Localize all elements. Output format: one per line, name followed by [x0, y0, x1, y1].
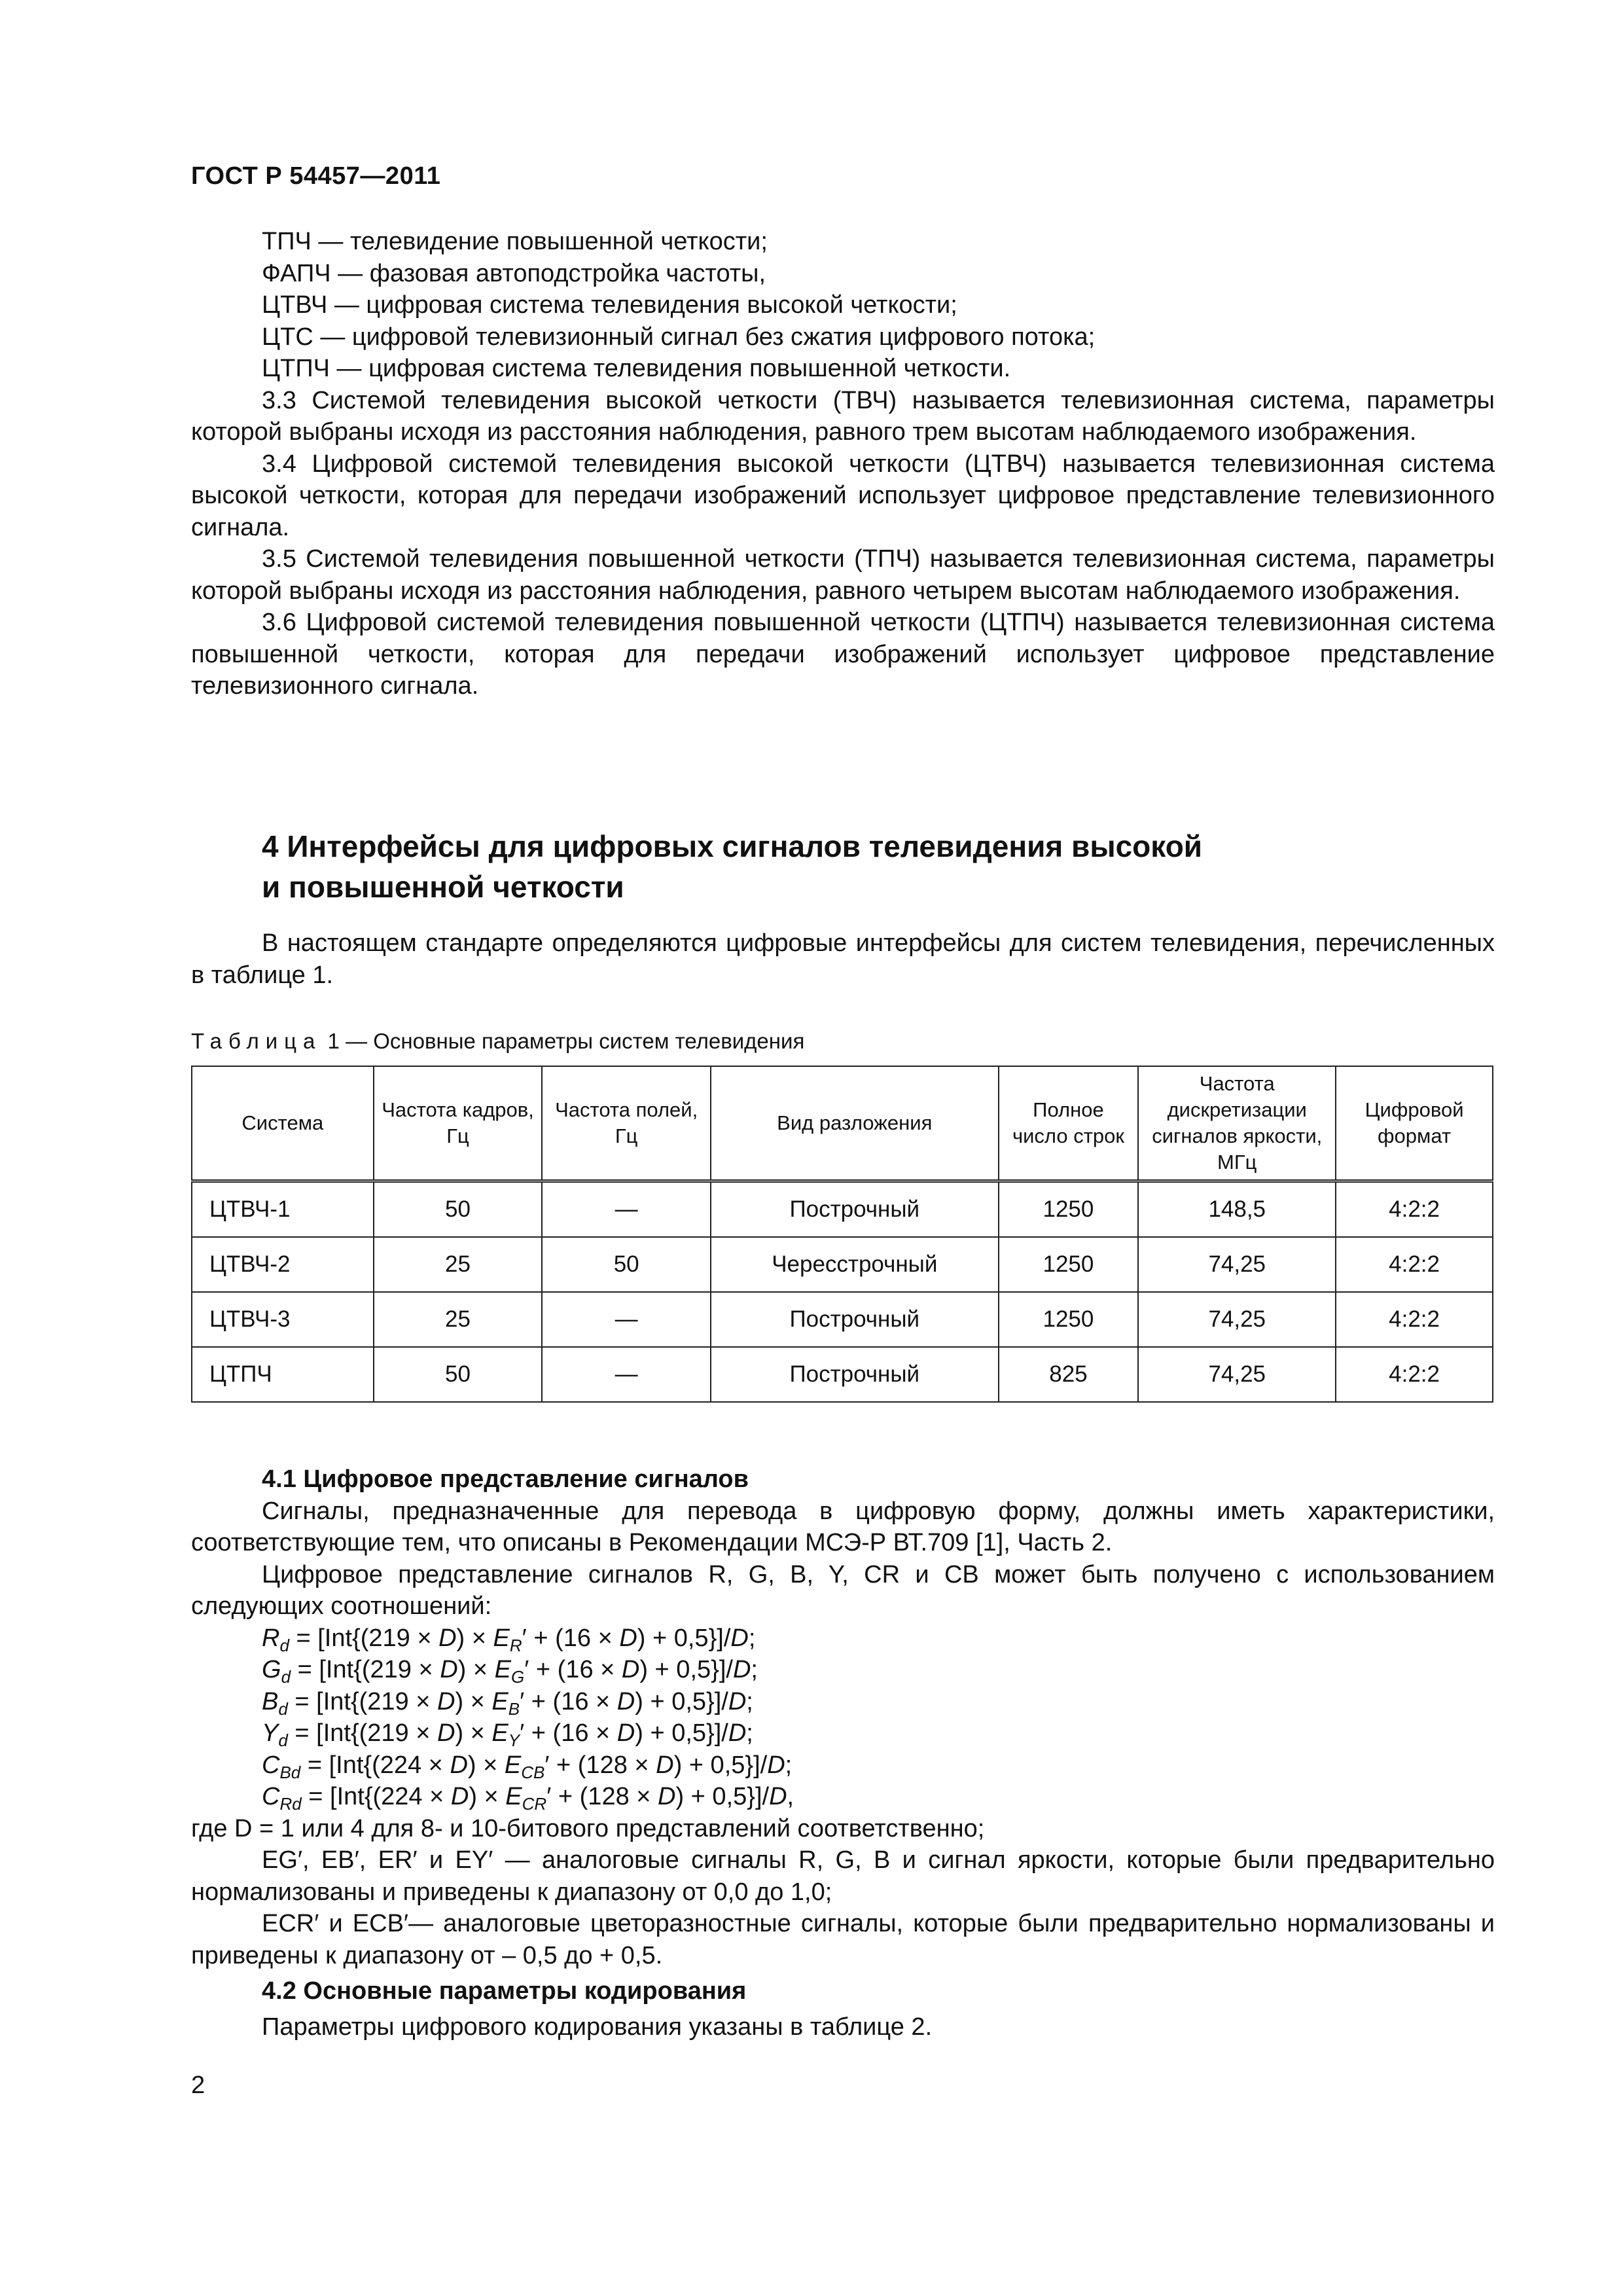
header-digital-format: Цифровой формат: [1336, 1066, 1493, 1181]
cell-field-rate: —: [542, 1292, 711, 1347]
cell-total-lines: 1250: [999, 1237, 1139, 1292]
header-sampling-rate: Частота дискретизации сигналов яркости, МГц: [1138, 1066, 1336, 1181]
cell-system: ЦТПЧ: [192, 1347, 374, 1402]
table-row: [192, 1347, 1493, 1402]
cell-scan-type: Построчный: [711, 1181, 999, 1238]
document-header: ГОСТ Р 54457—2011: [191, 162, 441, 190]
definition-3-4: 3.4 Цифровой системой телевидения высокой четкости (ЦТВЧ) называется телевизионная система высокой четкости, которая для передачи изображений использует цифровое представление телевизионного сигнала.: [191, 450, 1495, 541]
abbreviation-item: ФАПЧ — фазовая автоподстройка частоты,: [262, 259, 766, 287]
section-4-title-line1: 4 Интерфейсы для цифровых сигналов телевидения высокой: [262, 829, 1203, 863]
cell-system: ЦТВЧ-1: [192, 1181, 374, 1238]
section-4-1-heading: 4.1 Цифровое представление сигналов: [262, 1465, 749, 1493]
header-scan-type: Вид разложения: [711, 1066, 999, 1181]
table-row: [192, 1292, 1493, 1347]
cell-field-rate: —: [542, 1181, 711, 1238]
formula-gd: $G_d = [Int\{(219 \times D) \times E_G' + (16 \times D) + 0,5\}]/D$;: [262, 1656, 758, 1687]
table-caption-text: 1 — Основные параметры систем телевидения: [321, 1029, 805, 1053]
section-4-1-p2: Цифровое представление сигналов R, G, B, Y, CR и CB может быть получено с использованием следующих соотношений:: [191, 1560, 1495, 1620]
formula-where-d: где D = 1 или 4 для 8- и 10-битового представлений соответственно;: [191, 1814, 985, 1842]
section-4-1-block: [191, 1463, 1495, 2043]
cell-total-lines: 1250: [999, 1292, 1139, 1347]
header-total-lines: Полное число строк: [999, 1066, 1139, 1181]
cell-scan-type: Построчный: [711, 1347, 999, 1402]
cell-system: ЦТВЧ-2: [192, 1237, 374, 1292]
abbreviations-list: [191, 226, 1495, 702]
abbreviation-item: ТПЧ — телевидение повышенной четкости;: [262, 228, 768, 255]
section-4-intro-block: [191, 927, 1495, 991]
formula-crd: $C_{Rd} = [Int\{(224 \times D) \times E_{CR}' + (128 \times D) + 0,5\}]/D$,: [262, 1783, 794, 1814]
cell-total-lines: 1250: [999, 1181, 1139, 1238]
section-4-2-heading: 4.2 Основные параметры кодирования: [262, 1977, 747, 2005]
cell-frame-rate: 50: [374, 1347, 543, 1402]
header-system: Система: [192, 1066, 374, 1181]
cell-total-lines: 825: [999, 1347, 1139, 1402]
table-1: [191, 1066, 1493, 1403]
section-4-2-text: Параметры цифрового кодирования указаны в таблице 2.: [262, 2013, 933, 2041]
table-1-caption: [191, 1029, 804, 1054]
cell-frame-rate: 25: [374, 1292, 543, 1347]
definition-3-6: 3.6 Цифровой системой телевидения повышенной четкости (ЦТПЧ) называется телевизионная система повышенной четкости, которая для передачи изображений использует цифровое представление телевизионного сигнала.: [191, 609, 1495, 700]
eg-description: EG′, EB′, ER′ и EY′ — аналоговые сигналы R, G, B и сигнал яркости, которые были предварительно нормализованы и приведены к диапазону от 0,0 до 1,0;: [191, 1846, 1495, 1906]
cell-field-rate: 50: [542, 1237, 711, 1292]
header-frame-rate: Частота кадров, Гц: [374, 1066, 543, 1181]
cell-sampling-rate: 74,25: [1138, 1347, 1336, 1402]
cell-scan-type: Чересстрочный: [711, 1237, 999, 1292]
cell-digital-format: 4:2:2: [1336, 1292, 1493, 1347]
abbreviation-item: ЦТС — цифровой телевизионный сигнал без сжатия цифрового потока;: [262, 323, 1096, 351]
cell-frame-rate: 25: [374, 1237, 543, 1292]
table-header-row: [192, 1066, 1493, 1181]
table-caption-word: Таблица: [191, 1029, 322, 1053]
ecr-description: ECR′ и ECB′— аналоговые цветоразностные сигналы, которые были предварительно нормализованы и приведены к диапазону от – 0,5 до + 0,5.: [191, 1910, 1495, 1969]
cell-sampling-rate: 74,25: [1138, 1237, 1336, 1292]
cell-digital-format: 4:2:2: [1336, 1181, 1493, 1238]
formula-rd: $R_d = [Int\{(219 \times D) \times E_R' + (16 \times D) + 0,5\}]/D$;: [262, 1624, 756, 1655]
cell-scan-type: Построчный: [711, 1292, 999, 1347]
section-4-intro: В настоящем стандарте определяются цифровые интерфейсы для систем телевидения, перечисленных в таблице 1.: [191, 929, 1495, 989]
cell-digital-format: 4:2:2: [1336, 1347, 1493, 1402]
formula-cbd: $C_{Bd} = [Int\{(224 \times D) \times E_{CB}' + (128 \times D) + 0,5\}]/D$;: [262, 1751, 793, 1782]
cell-system: ЦТВЧ-3: [192, 1292, 374, 1347]
section-4-heading: [262, 826, 1440, 907]
formula-yd: $Y_d = [Int\{(219 \times D) \times E_Y' + (16 \times D) + 0,5\}]/D$;: [262, 1719, 753, 1750]
cell-sampling-rate: 148,5: [1138, 1181, 1336, 1238]
cell-digital-format: 4:2:2: [1336, 1237, 1493, 1292]
abbreviation-item: ЦТВЧ — цифровая система телевидения высокой четкости;: [262, 291, 957, 319]
definition-3-5: 3.5 Системой телевидения повышенной четкости (ТПЧ) называется телевизионная система, параметры которой выбраны исходя из расстояния наблюдения, равного четырем высотам наблюдаемого изображения.: [191, 545, 1495, 605]
header-field-rate: Частота полей, Гц: [542, 1066, 711, 1181]
formula-bd: $B_d = [Int\{(219 \times D) \times E_B' + (16 \times D) + 0,5\}]/D$;: [262, 1687, 753, 1719]
definition-3-3: 3.3 Системой телевидения высокой четкости (ТВЧ) называется телевизионная система, параметры которой выбраны исходя из расстояния наблюдения, равного трем высотам наблюдаемого изображения.: [191, 386, 1495, 446]
cell-field-rate: —: [542, 1347, 711, 1402]
cell-sampling-rate: 74,25: [1138, 1292, 1336, 1347]
page-number: 2: [191, 2072, 205, 2099]
table-row: [192, 1237, 1493, 1292]
table-row: [192, 1181, 1493, 1238]
section-4-1-p1: Сигналы, предназначенные для перевода в цифровую форму, должны иметь характеристики, соответствующие тем, что описаны в Рекомендации МСЭ-Р ВТ.709 [1], Часть 2.: [191, 1497, 1495, 1556]
section-4-title-line2: и повышенной четкости: [262, 870, 624, 904]
abbreviation-item: ЦТПЧ — цифровая система телевидения повышенной четкости.: [262, 355, 1011, 382]
cell-frame-rate: 50: [374, 1181, 543, 1238]
